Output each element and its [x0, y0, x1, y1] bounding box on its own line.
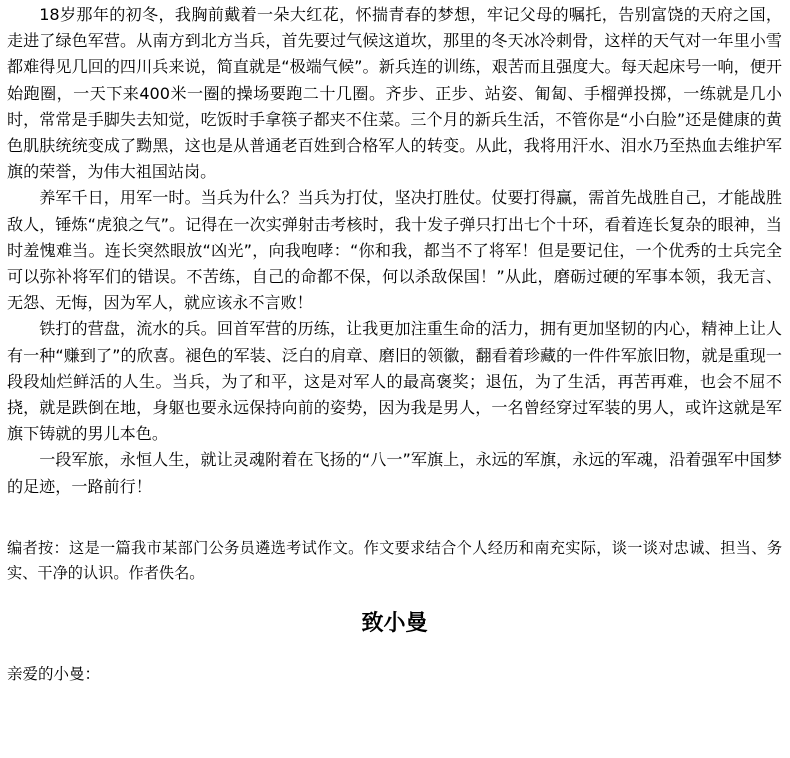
essay-body	[7, 0, 782, 500]
essay-paragraph-1: 18岁那年的初冬，我胸前戴着一朵大红花，怀揣青春的梦想，牢记父母的嘱托，告别富饶的天府之国，走进了绿色军营。从南方到北方当兵，首先要过气候这道坎，那里的冬天冰冷刺骨，这样的天气对一年里小雪都难得见几回的四川兵来说，简直就是“极端气候”。新兵连的训练，艰苦而且强度大。每天起床号一响，便开始跑圈，一天下来400米一圈的操场要跑二十几圈。齐步、正步、站姿、匍匐、手榴弹投掷，一练就是几小时，常常是手脚失去知觉，吃饭时手拿筷子都夹不住菜。三个月的新兵生活，不管你是“小白脸”还是健康的黄色肌肤统统变成了黝黑，这也是从普通老百姓到合格军人的转变。从此，我将用汗水、泪水乃至热血去维护军旗的荣誉，为伟大祖国站岗。	[7, 5, 782, 182]
letter-title: 致小曼	[361, 609, 428, 636]
essay-paragraph-4: 一段军旅，永恒人生，就让灵魂附着在飞扬的“八一”军旗上，永远的军旗，永远的军魂，沿着强军中国梦的足迹，一路前行！	[7, 450, 782, 496]
editor-note: 编者按：这是一篇我市某部门公务员遴选考试作文。作文要求结合个人经历和南充实际，谈一谈对忠诚、担当、务实、干净的认识。作者佚名。	[7, 538, 782, 582]
letter-salutation: 亲爱的小曼：	[7, 664, 101, 683]
essay-paragraph-3: 铁打的营盘，流水的兵。回首军营的历练，让我更加注重生命的活力，拥有更加坚韧的内心，精神上让人有一种“赚到了”的欣喜。褪色的军装、泛白的肩章、磨旧的领徽，翻看着珍藏的一件件军旅旧物，就是重现一段段灿烂鲜活的人生。当兵，为了和平，这是对军人的最高褒奖；退伍，为了生活，再苦再难，也会不屈不挠，就是跌倒在地，身躯也要永远保持向前的姿势，因为我是男人，一名曾经穿过军装的男人，或许这就是军旗下铸就的男儿本色。	[7, 319, 782, 444]
essay-paragraph-2: 养军千日，用军一时。当兵为什么？当兵为打仗，坚决打胜仗。仗要打得赢，需首先战胜自己，才能战胜敌人，锤炼“虎狼之气”。记得在一次实弹射击考核时，我十发子弹只打出七个十环，看着连长复杂的眼神，当时羞愧难当。连长突然眼放“凶光”，向我咆哮：“你和我，都当不了将军！但是要记住，一个优秀的士兵完全可以弥补将军们的错误。不苦练，自己的命都不保，何以杀敌保国！”从此，磨砺过硬的军事本领，我无言、无怨、无悔，因为军人，就应该永不言败！	[7, 188, 782, 313]
